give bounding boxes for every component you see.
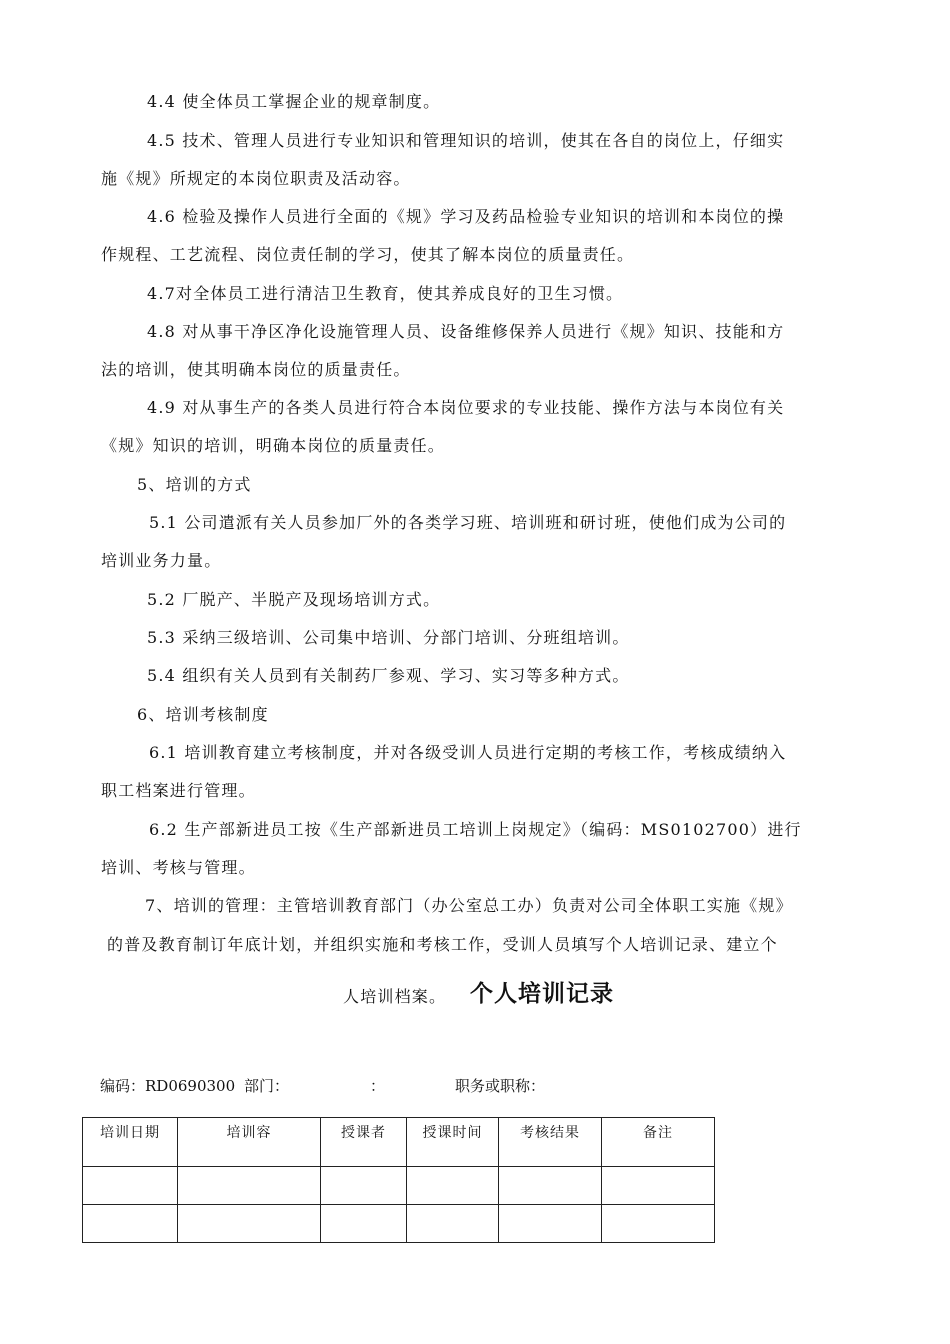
column-header-remarks: 备注 xyxy=(602,1118,715,1167)
column-header-lecture-time: 授课时间 xyxy=(407,1118,499,1167)
name-colon-label: ： xyxy=(370,1077,386,1095)
paragraph-4-4: 4.4 使全体员工掌握企业的规章制度。 xyxy=(147,92,441,111)
paragraph-6-2-line-1: 6.2 生产部新进员工按《生产部新进员工培训上岗规定》（编码：MS0102700）进行 xyxy=(149,820,802,839)
table-cell[interactable] xyxy=(407,1205,499,1243)
paragraph-4-5-line-1: 4.5 技术、管理人员进行专业知识和管理知识的培训，使其在各自的岗位上，仔细实 xyxy=(147,131,785,150)
table-cell[interactable] xyxy=(83,1205,178,1243)
paragraph-4-7: 4.7对全体员工进行清洁卫生教育，使其养成良好的卫生习惯。 xyxy=(147,284,624,303)
paragraph-4-8-line-1: 4.8 对从事干净区净化设施管理人员、设备维修保养人员进行《规》知识、技能和方 xyxy=(147,322,785,341)
table-cell[interactable] xyxy=(178,1167,321,1205)
paragraph-4-9-line-1: 4.9 对从事生产的各类人员进行符合本岗位要求的专业技能、操作方法与本岗位有关 xyxy=(147,398,785,417)
table-row xyxy=(83,1167,715,1205)
section-5-heading: 5、培训的方式 xyxy=(137,475,252,494)
paragraph-4-8-line-2: 法的培训，使其明确本岗位的质量责任。 xyxy=(101,360,411,379)
table-header-row xyxy=(83,1118,715,1167)
record-code-label: 编码：RD0690300 xyxy=(100,1077,236,1095)
training-record-table xyxy=(82,1117,715,1243)
table-cell[interactable] xyxy=(499,1167,602,1205)
paragraph-4-6-line-1: 4.6 检验及操作人员进行全面的《规》学习及药品检验专业知识的培训和本岗位的操 xyxy=(147,207,785,226)
table-cell[interactable] xyxy=(321,1205,407,1243)
table-cell[interactable] xyxy=(602,1205,715,1243)
table-cell[interactable] xyxy=(602,1167,715,1205)
column-header-assessment-result: 考核结果 xyxy=(499,1118,602,1167)
department-label: 部门： xyxy=(244,1077,290,1095)
table-cell[interactable] xyxy=(321,1167,407,1205)
paragraph-5-1-line-1: 5.1 公司遣派有关人员参加厂外的各类学习班、培训班和研讨班，使他们成为公司的 xyxy=(149,513,787,532)
section-7-line-2: 的普及教育制订年底计划，并组织实施和考核工作，受训人员填写个人培训记录、建立个 xyxy=(107,935,778,954)
table-cell[interactable] xyxy=(407,1167,499,1205)
section-7-line-1: 7、培训的管理：主管培训教育部门（办公室总工办）负责对公司全体职工实施《规》 xyxy=(145,896,793,915)
paragraph-5-2: 5.2 厂脱产、半脱产及现场培训方式。 xyxy=(147,590,441,609)
table-cell[interactable] xyxy=(499,1205,602,1243)
paragraph-4-9-line-2: 《规》知识的培训，明确本岗位的质量责任。 xyxy=(101,436,446,455)
position-label: 职务或职称： xyxy=(455,1077,546,1095)
column-header-training-content: 培训容 xyxy=(178,1118,321,1167)
record-title: 个人培训记录 xyxy=(470,980,614,1007)
paragraph-6-2-line-2: 培训、考核与管理。 xyxy=(101,858,256,877)
paragraph-5-4: 5.4 组织有关人员到有关制药厂参观、学习、实习等多种方式。 xyxy=(147,666,630,685)
paragraph-4-5-line-2: 施《规》所规定的本岗位职责及活动容。 xyxy=(101,169,411,188)
paragraph-5-3: 5.3 采纳三级培训、公司集中培训、分部门培训、分班组培训。 xyxy=(147,628,630,647)
table-row xyxy=(83,1205,715,1243)
section-7-line-3: 人培训档案。 xyxy=(343,987,447,1006)
paragraph-6-1-line-1: 6.1 培训教育建立考核制度，并对各级受训人员进行定期的考核工作，考核成绩纳入 xyxy=(149,743,787,762)
column-header-training-date: 培训日期 xyxy=(83,1118,178,1167)
paragraph-5-1-line-2: 培训业务力量。 xyxy=(101,551,222,570)
table-cell[interactable] xyxy=(178,1205,321,1243)
paragraph-4-6-line-2: 作规程、工艺流程、岗位责任制的学习，使其了解本岗位的质量责任。 xyxy=(101,245,635,264)
section-6-heading: 6、培训考核制度 xyxy=(137,705,269,724)
paragraph-6-1-line-2: 职工档案进行管理。 xyxy=(101,781,256,800)
table-cell[interactable] xyxy=(83,1167,178,1205)
column-header-lecturer: 授课者 xyxy=(321,1118,407,1167)
